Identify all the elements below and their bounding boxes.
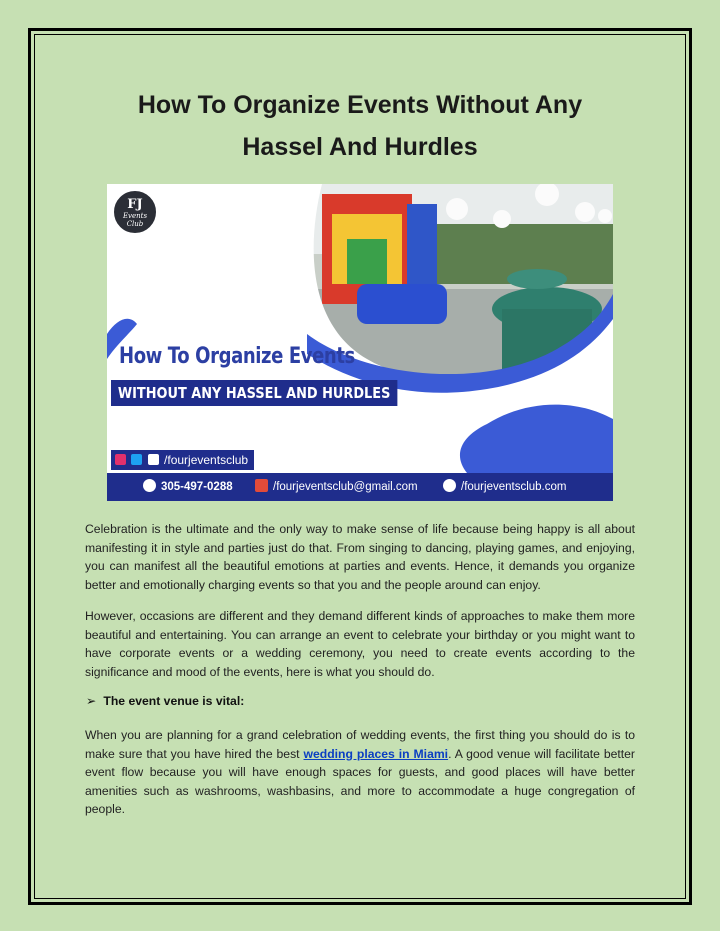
- paragraph-1: [85, 520, 635, 594]
- section-heading: The event venue is vital:: [103, 694, 245, 708]
- title-line-2: Hassel And Hurdles: [242, 133, 478, 161]
- section-bullet: [86, 694, 244, 708]
- mail-icon: [255, 479, 268, 492]
- paragraph-3-text: [85, 726, 635, 819]
- social-handle: /fourjeventsclub: [164, 453, 249, 467]
- website-contact: [443, 473, 566, 501]
- banner-image: [107, 184, 613, 501]
- paragraph-3-start: When you are planning for a grand celebration of wedding events, the first thing you should do is to make sure that you have hired the best: [85, 728, 635, 761]
- title-line-1: How To Organize Events Without Any: [137, 91, 583, 119]
- banner-heading: How To Organize Events: [119, 344, 355, 369]
- logo-line-2: Club: [126, 220, 144, 228]
- paragraph-2: [85, 607, 635, 681]
- arrow-bullet-icon: ➢: [86, 694, 97, 708]
- twitter-icon: [131, 454, 142, 465]
- wedding-places-link[interactable]: wedding places in Miami: [303, 746, 449, 761]
- logo-line-1: Events: [122, 212, 148, 220]
- phone-contact: [143, 473, 233, 501]
- website-url: /fourjeventsclub.com: [461, 481, 567, 493]
- social-handle-bar: [111, 450, 254, 470]
- email-address: /fourjeventsclub@gmail.com: [273, 481, 418, 493]
- paragraph-3: [85, 726, 635, 819]
- phone-icon: [143, 479, 156, 492]
- phone-number: 305-497-0288: [161, 481, 233, 493]
- instagram-icon: [115, 454, 126, 465]
- email-contact: [255, 473, 418, 501]
- page-title: [60, 84, 660, 168]
- banner-subheading: WITHOUT ANY HASSEL AND HURDLES: [111, 380, 397, 406]
- brand-logo: [112, 189, 158, 235]
- paragraph-3-end: . A good venue will facilitate better event flow because you will have enough spaces for guests, and good places will have better amenities such as washrooms, washbasins, and more to accommodate a huge congregation of people.: [85, 746, 635, 816]
- globe-icon: [443, 479, 456, 492]
- logo-initials: FJ: [127, 197, 143, 212]
- facebook-icon: [148, 454, 159, 465]
- paragraph-2-text: However, occasions are different and they demand different kinds of approaches to make them more beautiful and entertaining. You can arrange an event to celebrate your birthday or you might want to have corporate events or a wedding ceremony, you need to create events according to the significance and mood of the events, here is what you should do.: [85, 609, 635, 679]
- contact-bar: [107, 473, 613, 501]
- paragraph-1-text: Celebration is the ultimate and the only way to make sense of life because being happy is all about manifesting it in style and parties just do that. From singing to dancing, playing games, and enjoying, you can manifest all the beautiful emotions at parties and events. Hence, it demands you organize better and emotionally charging events so that you and the people around can enjoy.: [85, 522, 635, 592]
